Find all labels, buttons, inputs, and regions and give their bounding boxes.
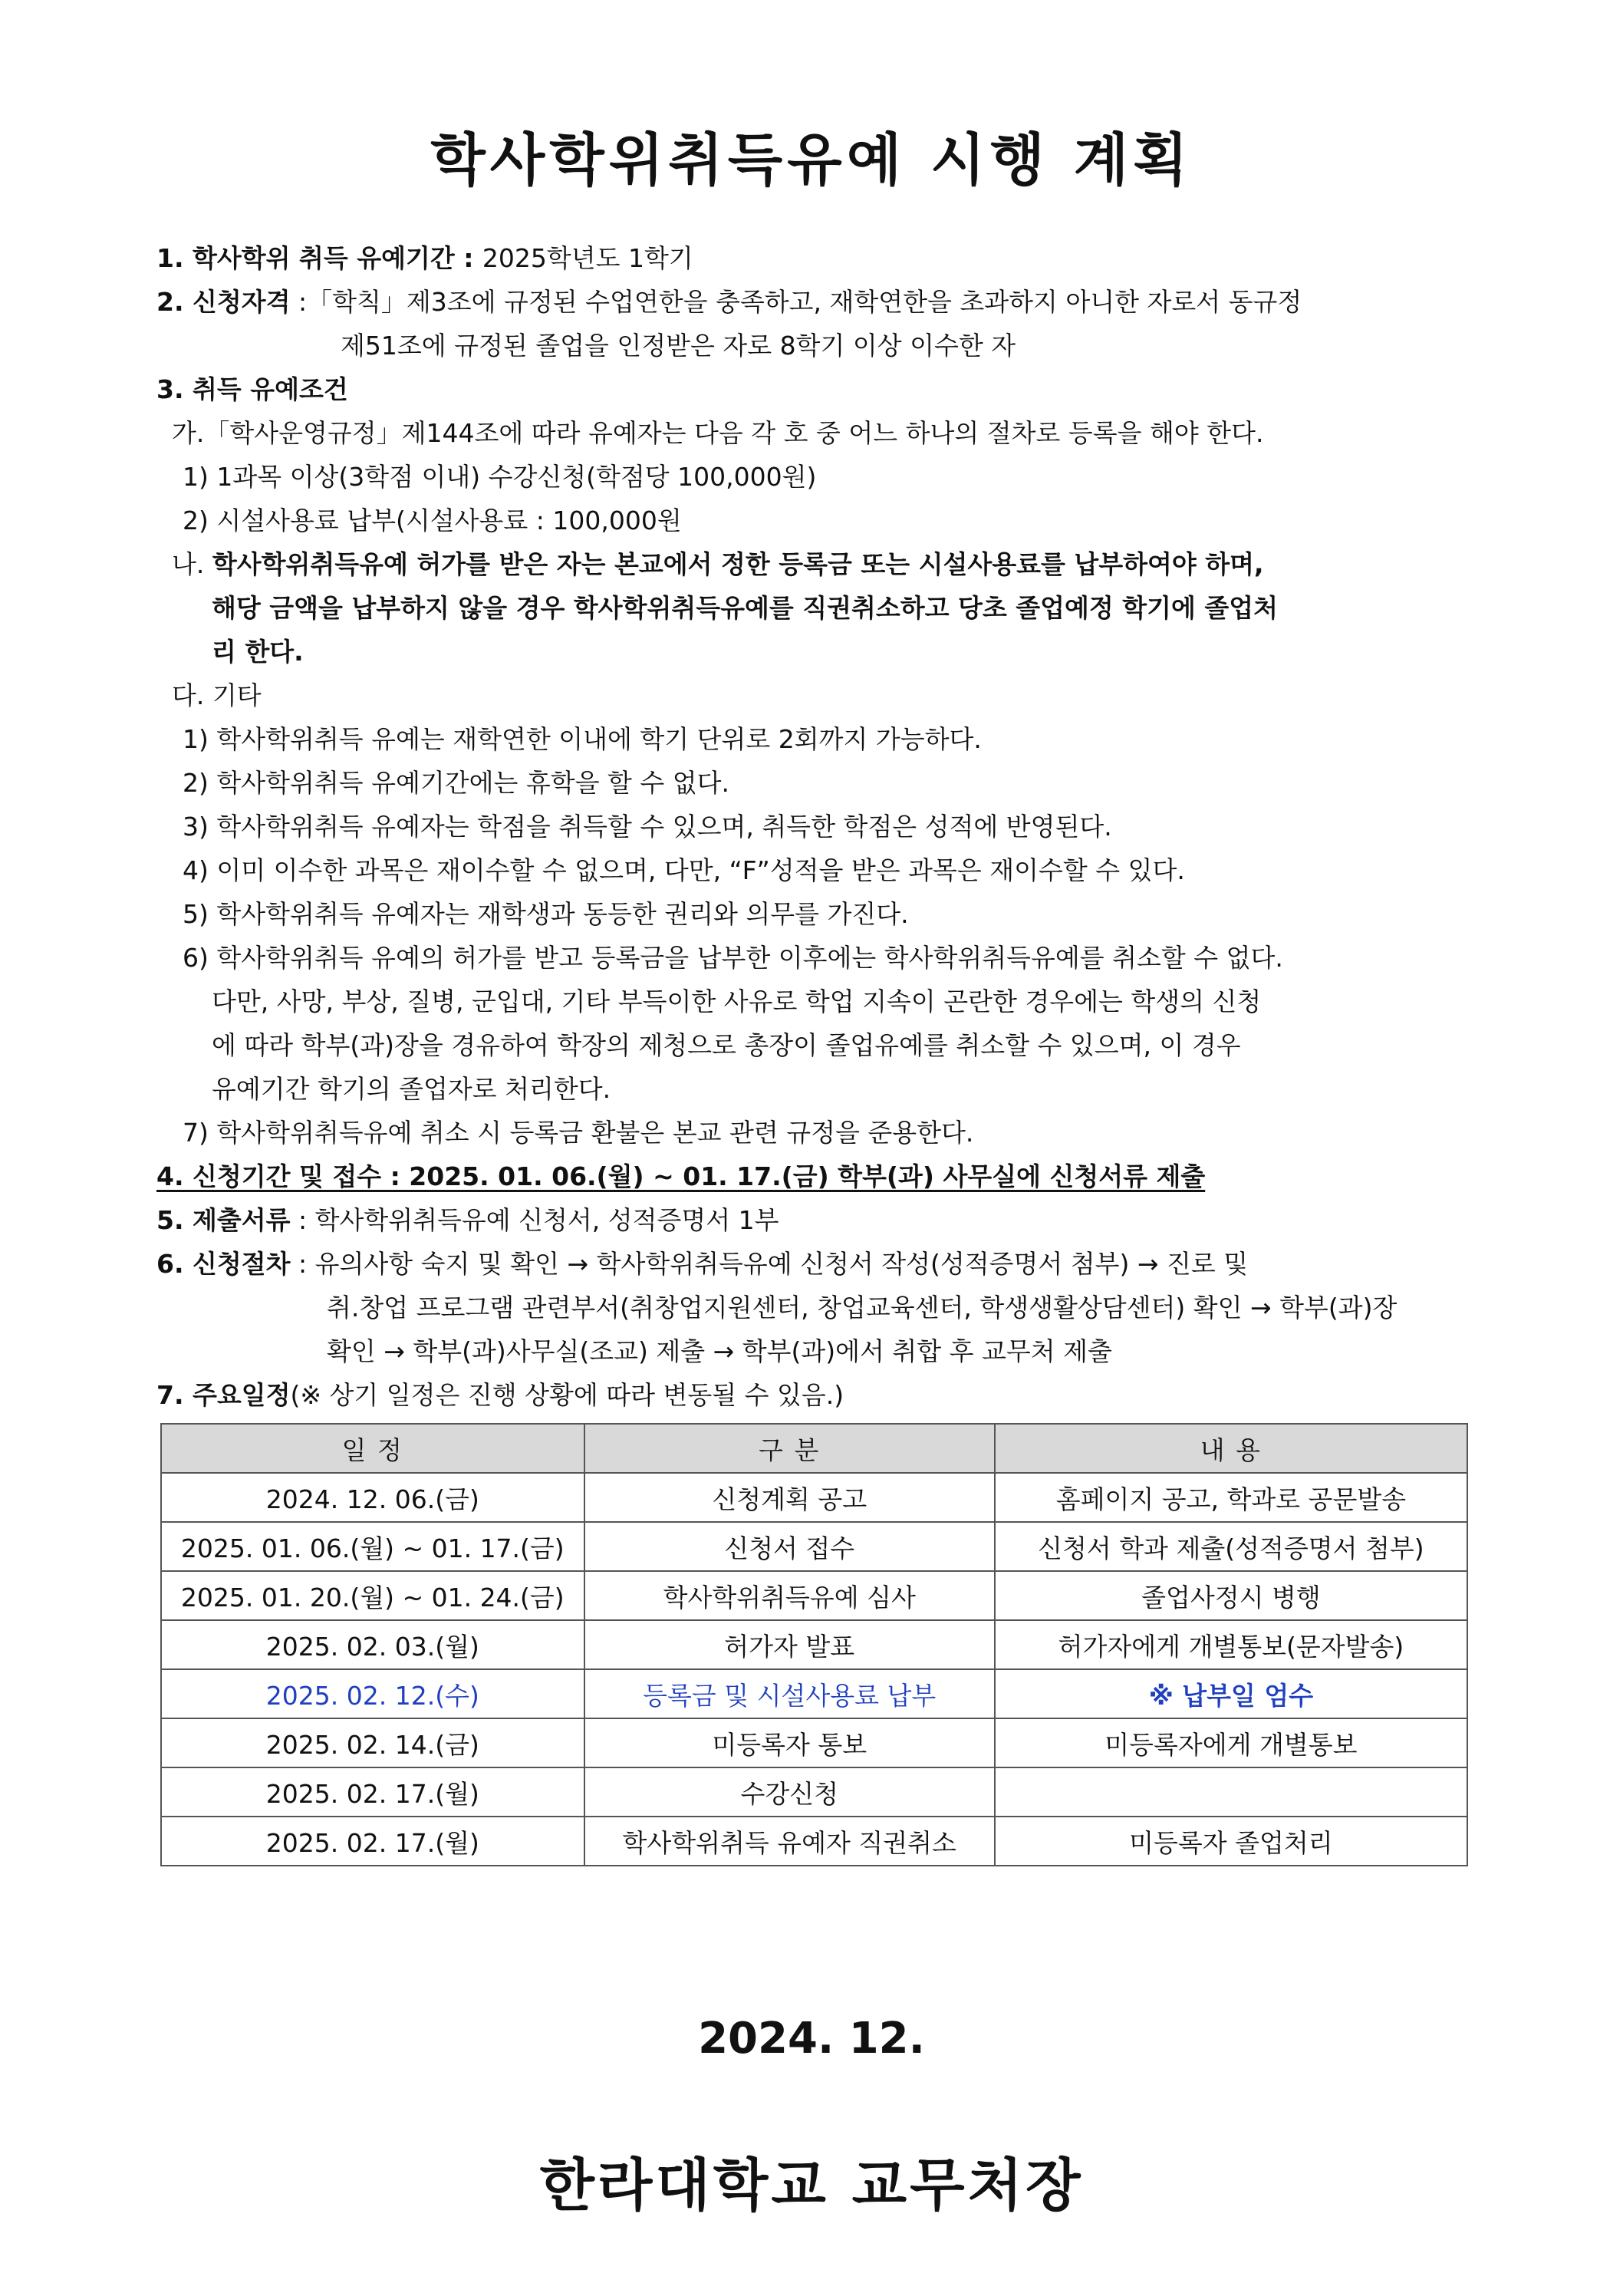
schedule-cell-content — [995, 1767, 1467, 1817]
item-3-da: 다. 기타 — [172, 680, 262, 710]
schedule-cell-category: 수강신청 — [584, 1767, 995, 1817]
item-3-da-4: 4) 이미 이수한 과목은 재이수할 수 없으며, 다만, “F”성적을 받은 과목은 재이수할 수 있다. — [183, 855, 1185, 885]
schedule-cell-category: 학사학위취득유예 심사 — [584, 1571, 995, 1620]
schedule-cell-content: ※ 납부일 엄수 — [995, 1669, 1467, 1718]
schedule-row — [161, 1620, 1467, 1669]
item-1 — [156, 236, 1470, 280]
item-3-da-1: 1) 학사학위취득 유예는 재학연한 이내에 학기 단위로 2회까지 가능하다. — [183, 724, 982, 754]
item-2-line-1 — [156, 280, 1470, 324]
item-3-na-text-1: 학사학위취득유예 허가를 받은 자는 본교에서 정한 등록금 또는 시설사용료를 납부하여야 하며, — [212, 549, 1264, 579]
document-body — [156, 236, 1470, 1417]
schedule-cell-content: 졸업사정시 병행 — [995, 1571, 1467, 1620]
document-date: 2024. 12. — [698, 2014, 925, 2064]
item-3-da-6-line-4: 유예기간 학기의 졸업자로 처리한다. — [212, 1074, 611, 1104]
schedule-row-highlighted — [161, 1669, 1467, 1718]
item-6-line-3: 확인 → 학부(과)사무실(조교) 제출 → 학부(과)에서 취합 후 교무처 제출 — [327, 1336, 1112, 1366]
item-2-text-1: :「학칙」제3조에 규정된 수업연한을 충족하고, 재학연한을 초과하지 아니한 자로서 동규정 — [290, 287, 1302, 317]
item-6-text-1: : 유의사항 숙지 및 확인 → 학사학위취득유예 신청서 작성(성적증명서 첨부) → 진로 및 — [290, 1249, 1249, 1279]
item-3-da-6-line-1: 6) 학사학위취득 유예의 허가를 받고 등록금을 납부한 이후에는 학사학위취득유예를 취소할 수 없다. — [183, 943, 1283, 973]
schedule-cell-category: 학사학위취득 유예자 직권취소 — [584, 1817, 995, 1866]
item-3-ga-2: 2) 시설사용료 납부(시설사용료 : 100,000원 — [183, 506, 682, 535]
item-6-head: 6. 신청절차 — [156, 1249, 291, 1279]
schedule-table — [160, 1423, 1468, 1866]
item-7 — [156, 1373, 1470, 1417]
item-6-line-2: 취.창업 프로그램 관련부서(취창업지원센터, 창업교육센터, 학생생활상담센터) 확인 → 학부(과)장 — [327, 1293, 1397, 1323]
item-3-ga: 가.「학사운영규정」제144조에 따라 유예자는 다음 각 호 중 어느 하나의 절차로 등록을 해야 한다. — [172, 418, 1264, 448]
schedule-row — [161, 1718, 1467, 1767]
item-1-text: 2025학년도 1학기 — [482, 243, 693, 273]
schedule-cell-category: 신청계획 공고 — [584, 1473, 995, 1522]
document-title: 학사학위취득유예 시행 계획 — [430, 127, 1193, 193]
document-signer: 한라대학교 교무처장 — [539, 2153, 1084, 2219]
schedule-cell-date: 2025. 02. 14.(금) — [161, 1718, 584, 1767]
item-6-line-1 — [156, 1242, 1470, 1286]
schedule-cell-date: 2025. 01. 20.(월) ~ 01. 24.(금) — [161, 1571, 584, 1620]
item-2-line-2: 제51조에 규정된 졸업을 인정받은 자로 8학기 이상 이수한 자 — [341, 331, 1016, 361]
schedule-cell-content: 신청서 학과 제출(성적증명서 첨부) — [995, 1522, 1467, 1571]
item-1-head: 1. 학사학위 취득 유예기간 : — [156, 243, 482, 273]
schedule-cell-content: 허가자에게 개별통보(문자발송) — [995, 1620, 1467, 1669]
item-3-na-line-2: 해당 금액을 납부하지 않을 경우 학사학위취득유예를 직권취소하고 당초 졸업예정 학기에 졸업처 — [212, 593, 1279, 623]
schedule-row — [161, 1522, 1467, 1571]
item-3-da-6-line-3: 에 따라 학부(과)장을 경유하여 학장의 제청으로 총장이 졸업유예를 취소할 수 있으며, 이 경우 — [212, 1030, 1241, 1060]
item-3-na-label: 나. — [172, 549, 212, 579]
item-5 — [156, 1198, 1470, 1242]
item-3-na-line-3: 리 한다. — [212, 637, 304, 667]
schedule-row — [161, 1767, 1467, 1817]
schedule-cell-date: 2025. 01. 06.(월) ~ 01. 17.(금) — [161, 1522, 584, 1571]
item-3-da-6-line-2: 다만, 사망, 부상, 질병, 군입대, 기타 부득이한 사유로 학업 지속이 곤란한 경우에는 학생의 신청 — [212, 987, 1262, 1016]
item-3-ga-1: 1) 1과목 이상(3학점 이내) 수강신청(학점당 100,000원) — [183, 462, 817, 492]
item-5-head: 5. 제출서류 — [156, 1205, 291, 1235]
schedule-cell-date: 2025. 02. 03.(월) — [161, 1620, 584, 1669]
schedule-cell-category: 미등록자 통보 — [584, 1718, 995, 1767]
schedule-cell-category: 허가자 발표 — [584, 1620, 995, 1669]
item-3-na-line-1 — [156, 542, 1470, 586]
item-3-head: 3. 취득 유예조건 — [156, 374, 348, 404]
schedule-cell-date: 2025. 02. 12.(수) — [161, 1669, 584, 1718]
schedule-row — [161, 1473, 1467, 1522]
schedule-cell-category: 등록금 및 시설사용료 납부 — [584, 1669, 995, 1718]
item-4-text: 4. 신청기간 및 접수 : 2025. 01. 06.(월) ~ 01. 17.(금) 학부(과) 사무실에 신청서류 제출 — [156, 1161, 1206, 1191]
schedule-cell-content: 홈페이지 공고, 학과로 공문발송 — [995, 1473, 1467, 1522]
item-3-da-5: 5) 학사학위취득 유예자는 재학생과 동등한 권리와 의무를 가진다. — [183, 899, 909, 929]
schedule-row — [161, 1817, 1467, 1866]
item-2-head: 2. 신청자격 — [156, 287, 291, 317]
schedule-cell-content: 미등록자에게 개별통보 — [995, 1718, 1467, 1767]
schedule-row — [161, 1571, 1467, 1620]
schedule-cell-date: 2024. 12. 06.(금) — [161, 1473, 584, 1522]
item-3-da-7: 7) 학사학위취득유예 취소 시 등록금 환불은 본교 관련 규정을 준용한다. — [183, 1118, 974, 1148]
schedule-header-category: 구 분 — [584, 1424, 995, 1473]
schedule-cell-category: 신청서 접수 — [584, 1522, 995, 1571]
schedule-cell-content: 미등록자 졸업처리 — [995, 1817, 1467, 1866]
item-7-head: 7. 주요일정 — [156, 1380, 291, 1410]
schedule-header-date: 일 정 — [161, 1424, 584, 1473]
item-7-note: (※ 상기 일정은 진행 상황에 따라 변동될 수 있음.) — [290, 1380, 844, 1410]
item-4 — [156, 1155, 1470, 1198]
schedule-header-content: 내 용 — [995, 1424, 1467, 1473]
schedule-cell-date: 2025. 02. 17.(월) — [161, 1767, 584, 1817]
item-3-da-3: 3) 학사학위취득 유예자는 학점을 취득할 수 있으며, 취득한 학점은 성적에 반영된다. — [183, 812, 1112, 842]
schedule-header-row — [161, 1424, 1467, 1473]
schedule-cell-date: 2025. 02. 17.(월) — [161, 1817, 584, 1866]
item-5-text: : 학사학위취득유예 신청서, 성적증명서 1부 — [290, 1205, 779, 1235]
item-3-da-2: 2) 학사학위취득 유예기간에는 휴학을 할 수 없다. — [183, 768, 729, 798]
